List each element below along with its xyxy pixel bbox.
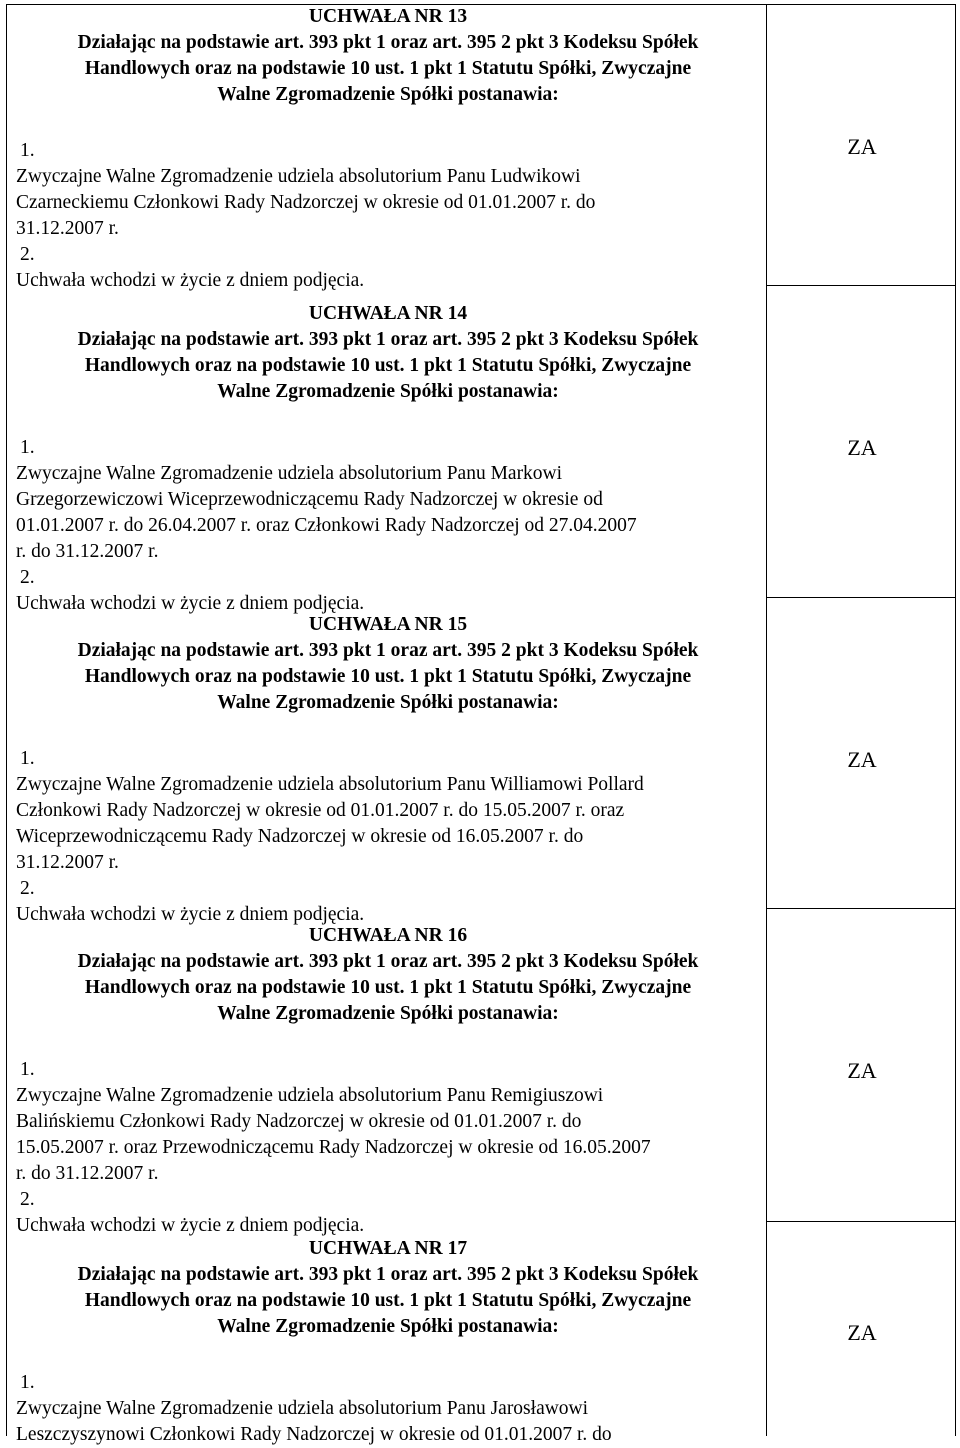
- legal-basis-line: Handlowych oraz na podstawie 10 ust. 1 pkt 1 Statutu Spółki, Zwyczajne: [84, 1290, 692, 1311]
- resolutions-column: [14, 4, 762, 1448]
- closing-statement: Uchwała wchodzi w życie z dniem podjęcia.: [16, 270, 365, 291]
- spacer: [14, 716, 762, 746]
- vote-cell-17: ZA: [847, 1320, 877, 1345]
- resolution-body-line: Wiceprzewodniczącemu Rady Nadzorczej w okresie od 16.05.2007 r. do: [16, 826, 584, 847]
- legal-basis-line: Działając na podstawie art. 393 pkt 1 oraz art. 395 2 pkt 3 Kodeksu Spółek: [77, 951, 699, 972]
- legal-basis-line: Walne Zgromadzenie Spółki postanawia:: [217, 1003, 559, 1024]
- resolution-body-line: Zwyczajne Walne Zgromadzenie udziela absolutorium Panu Remigiuszowi: [16, 1085, 604, 1106]
- legal-basis-line: Handlowych oraz na podstawie 10 ust. 1 pkt 1 Statutu Spółki, Zwyczajne: [84, 355, 692, 376]
- resolution-title: UCHWAŁA NR 16: [308, 925, 468, 946]
- resolution-16: [14, 923, 762, 1236]
- resolution-body-line: Grzegorzewiczowi Wiceprzewodniczącemu Rady Nadzorczej w okresie od: [16, 489, 603, 510]
- legal-basis-line: Walne Zgromadzenie Spółki postanawia:: [217, 84, 559, 105]
- resolution-body-line: 31.12.2007 r.: [16, 852, 119, 873]
- resolution-body-line: Zwyczajne Walne Zgromadzenie udziela absolutorium Panu Ludwikowi: [16, 166, 581, 187]
- closing-statement: Uchwała wchodzi w życie z dniem podjęcia.: [16, 593, 365, 614]
- resolution-body-line: 15.05.2007 r. oraz Przewodniczącemu Rady Nadzorczej w okresie od 16.05.2007: [16, 1137, 651, 1158]
- row-divider: [766, 597, 956, 598]
- paragraph-1-marker: 1.: [20, 1372, 35, 1393]
- spacer: [14, 405, 762, 435]
- paragraph-2-marker: 2.: [20, 878, 35, 899]
- spacer: [14, 1340, 762, 1370]
- row-divider: [766, 1221, 956, 1222]
- spacer: [14, 1027, 762, 1057]
- paragraph-2-marker: 2.: [20, 1189, 35, 1210]
- legal-basis-line: Handlowych oraz na podstawie 10 ust. 1 pkt 1 Statutu Spółki, Zwyczajne: [84, 58, 692, 79]
- resolution-body-line: Członkowi Rady Nadzorczej w okresie od 01.01.2007 r. do 15.05.2007 r. oraz: [16, 800, 625, 821]
- resolution-body-line: r. do 31.12.2007 r.: [16, 541, 159, 562]
- row-divider: [766, 285, 956, 286]
- paragraph-1-marker: 1.: [20, 437, 35, 458]
- legal-basis-line: Działając na podstawie art. 393 pkt 1 oraz art. 395 2 pkt 3 Kodeksu Spółek: [77, 640, 699, 661]
- resolution-body-line: Zwyczajne Walne Zgromadzenie udziela absolutorium Panu Williamowi Pollard: [16, 774, 644, 795]
- spacer: [14, 108, 762, 138]
- legal-basis-line: Działając na podstawie art. 393 pkt 1 oraz art. 395 2 pkt 3 Kodeksu Spółek: [77, 329, 699, 350]
- resolution-title: UCHWAŁA NR 15: [308, 614, 468, 635]
- vote-cell-16: ZA: [847, 1058, 877, 1083]
- paragraph-1-marker: 1.: [20, 1059, 35, 1080]
- legal-basis-line: Działając na podstawie art. 393 pkt 1 oraz art. 395 2 pkt 3 Kodeksu Spółek: [77, 32, 699, 53]
- paragraph-2-marker: 2.: [20, 244, 35, 265]
- resolution-14: [14, 301, 762, 612]
- resolution-body-line: 31.12.2007 r.: [16, 218, 119, 239]
- resolution-body-line: 01.01.2007 r. do 26.04.2007 r. oraz Członkowi Rady Nadzorczej od 27.04.2007: [16, 515, 637, 536]
- legal-basis-line: Handlowych oraz na podstawie 10 ust. 1 pkt 1 Statutu Spółki, Zwyczajne: [84, 977, 692, 998]
- resolution-15: [14, 612, 762, 923]
- vote-cell-14: ZA: [847, 435, 877, 460]
- resolution-title: UCHWAŁA NR 14: [308, 303, 468, 324]
- legal-basis-line: Walne Zgromadzenie Spółki postanawia:: [217, 381, 559, 402]
- legal-basis-line: Działając na podstawie art. 393 pkt 1 oraz art. 395 2 pkt 3 Kodeksu Spółek: [77, 1264, 699, 1285]
- vote-cell-15: ZA: [847, 747, 877, 772]
- legal-basis-line: Walne Zgromadzenie Spółki postanawia:: [217, 1316, 559, 1337]
- resolution-title: UCHWAŁA NR 13: [308, 6, 468, 27]
- vote-cell-13: ZA: [847, 134, 877, 159]
- paragraph-1-marker: 1.: [20, 748, 35, 769]
- resolution-body-line: Czarneckiemu Członkowi Rady Nadzorczej w okresie od 01.01.2007 r. do: [16, 192, 596, 213]
- resolution-body-line: Balińskiemu Członkowi Rady Nadzorczej w okresie od 01.01.2007 r. do: [16, 1111, 582, 1132]
- paragraph-1-marker: 1.: [20, 140, 35, 161]
- resolution-17: [14, 1236, 762, 1448]
- resolution-body-line: Zwyczajne Walne Zgromadzenie udziela absolutorium Panu Jarosławowi: [16, 1398, 589, 1419]
- row-divider: [766, 908, 956, 909]
- resolution-13: [14, 4, 762, 301]
- resolution-body-line: r. do 31.12.2007 r.: [16, 1163, 159, 1184]
- paragraph-2-marker: 2.: [20, 567, 35, 588]
- resolution-body-line: Zwyczajne Walne Zgromadzenie udziela absolutorium Panu Markowi: [16, 463, 563, 484]
- legal-basis-line: Walne Zgromadzenie Spółki postanawia:: [217, 692, 559, 713]
- resolution-body-line: Leszczyszynowi Członkowi Rady Nadzorczej w okresie od 01.01.2007 r. do: [16, 1424, 612, 1445]
- legal-basis-line: Handlowych oraz na podstawie 10 ust. 1 pkt 1 Statutu Spółki, Zwyczajne: [84, 666, 692, 687]
- closing-statement: Uchwała wchodzi w życie z dniem podjęcia.: [16, 904, 365, 925]
- resolution-title: UCHWAŁA NR 17: [308, 1238, 468, 1259]
- closing-statement: Uchwała wchodzi w życie z dniem podjęcia.: [16, 1215, 365, 1236]
